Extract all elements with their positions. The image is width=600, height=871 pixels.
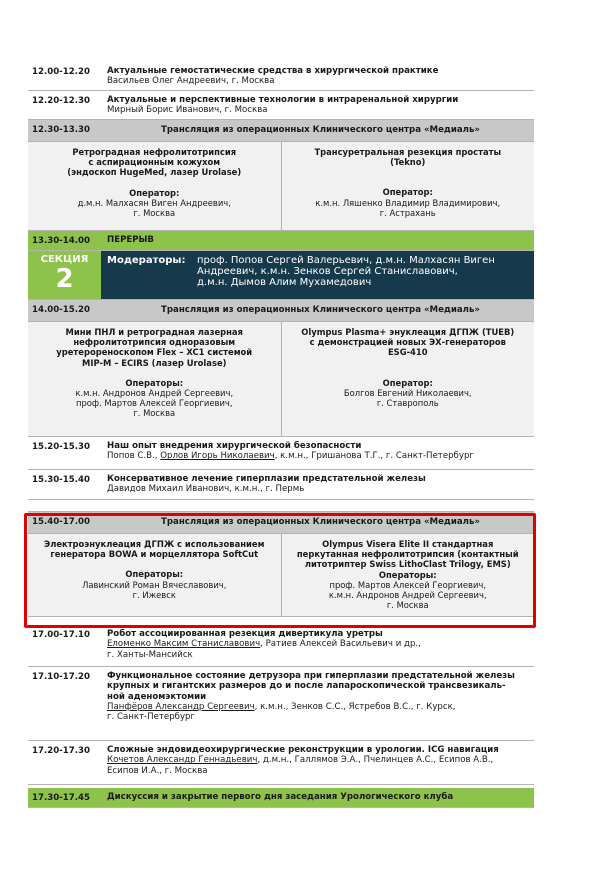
operation-right: Olympus Visera Elite II стандартная перкутанная нефролитотрипсия (контактный литотриптер Swiss LithoClast Trilogy, EMS) Операторы: проф. Мартов Алексей Георгиевич, к.м.н. Андронов Андрей Сергеевич, г. Москва — [296, 539, 519, 611]
row-time: 17.30-17.45 — [32, 793, 90, 803]
closing-row — [28, 788, 534, 808]
program-table — [28, 62, 534, 808]
table-row — [28, 62, 534, 91]
operation-right: Трансуретральная резекция простаты (Tekno) Оператор: к.м.н. Ляшенко Владимир Владимирович, г. Астрахань — [314, 147, 502, 218]
broadcast-title: Трансляция из операционных Клинического центра «Медиаль» — [161, 517, 480, 527]
row-time: 12.30-13.30 — [32, 125, 90, 135]
table-row: 17.00-17.10 Робот ассоциированная резекция дивертикула уретры Еломенко Максим Станиславович, Ратиев Алексей Васильевич и др., г. Ханты-Мансийск — [28, 625, 534, 667]
row-time: 12.20-12.30 — [32, 96, 90, 106]
row-time: 15.30-15.40 — [32, 475, 90, 485]
highlight-box — [24, 513, 536, 628]
operation-right: Olympus Plasma+ энуклеация ДГПЖ (TUEB) с демонстрацией новых ЭХ-генераторов ESG-410 Оператор: Болгов Евгений Николаевич, г. Ставрополь — [301, 327, 515, 409]
broadcast-header — [28, 120, 534, 142]
talk-speaker: Васильев Олег Андреевич, г. Москва — [107, 76, 275, 87]
row-time: 17.00-17.10 — [32, 630, 90, 640]
operation-left: Электроэнуклеация ДГПЖ с использованием генератора BOWA и морцеллятора SoftCut Операторы: Лавинский Роман Вячеславович, г. Ижевск — [28, 534, 282, 616]
row-time: 15.20-15.30 — [32, 442, 90, 452]
section-box: СЕКЦИЯ 2 — [28, 251, 101, 299]
table-row: 15.20-15.30 Наш опыт внедрения хирургической безопасности Попов С.В., Орлов Игорь Николаевич, к.м.н., Гришанова Т.Г., г. Санкт-Петербург — [28, 437, 534, 470]
break-row — [28, 231, 534, 251]
closing-label: Дискуссия и закрытие первого дня заседания Урологического клуба — [107, 792, 454, 802]
table-row: 17.20-17.30 Сложные эндовидеохирургические реконструкции в урологии. ICG навигация Кочетов Александр Геннадьевич, д.м.н., Галлямов Э.А., Пчелинцев А.С., Есипов А.В., Есипов И.А., г. Москва — [28, 741, 534, 785]
operations-split — [28, 322, 534, 437]
talk-speaker: Мирный Борис Иванович, г. Москва — [107, 105, 268, 116]
row-time: 14.00-15.20 — [32, 305, 90, 315]
operations-split — [28, 142, 534, 231]
moderators: Модераторы: проф. Попов Сергей Валерьевич, д.м.н. Малхасян Виген Андреевич, к.м.н. Зенков Сергей Станиславович, д.м.н. Дымов Алим Мухамедович — [101, 251, 534, 299]
table-row: 15.30-15.40 Консервативное лечение гиперплазии предстательной железы Давидов Михаил Иванович, к.м.н., г. Пермь — [28, 470, 534, 500]
row-time: 15.40-17.00 — [32, 517, 90, 527]
row-time: 17.20-17.30 — [32, 746, 90, 756]
talk-title: Актуальные и перспективные технологии в интраренальной хирургии — [107, 95, 459, 105]
table-row: 17.10-17.20 Функциональное состояние детрузора при гиперплазии предстательной железы крупных и гигантских размеров до и после лапароскопической трансвезикаль- ной аденомэктомии Панфёров Александр Сергеевич, к.м.н., Зенков С.С., Ястребов В.С., г. Курск, г. Санкт-Петербург — [28, 667, 534, 741]
broadcast-header — [28, 300, 534, 322]
operation-left: Мини ПНЛ и ретроградная лазерная нефролитотрипсия одноразовым уретерореноскопом Flex – XC1 системой MIP-M – ECIRS (лазер Urolase) Операторы: к.м.н. Андронов Андрей Сергеевич, проф. Мартов Алексей Георгиевич, г. Москва — [28, 322, 282, 436]
table-row — [28, 91, 534, 120]
section-number: 2 — [55, 264, 74, 294]
operation-left: Ретроградная нефролитотрипсия с аспирационным кожухом (эндоскоп HugeMed, лазер Urolase) Оператор: д.м.н. Малхасян Виген Андреевич, г. Москва — [28, 142, 282, 230]
break-label: ПЕРЕРЫВ — [107, 235, 154, 245]
row-time: 13.30-14.00 — [32, 236, 90, 246]
row-time: 12.00-12.20 — [32, 67, 90, 77]
broadcast-title: Трансляция из операционных Клинического центра «Медиаль» — [161, 125, 480, 135]
section-banner — [28, 251, 534, 300]
broadcast-title: Трансляция из операционных Клинического центра «Медиаль» — [161, 305, 480, 315]
talk-title: Актуальные гемостатические средства в хирургической практике — [107, 66, 439, 76]
row-time: 17.10-17.20 — [32, 672, 90, 682]
